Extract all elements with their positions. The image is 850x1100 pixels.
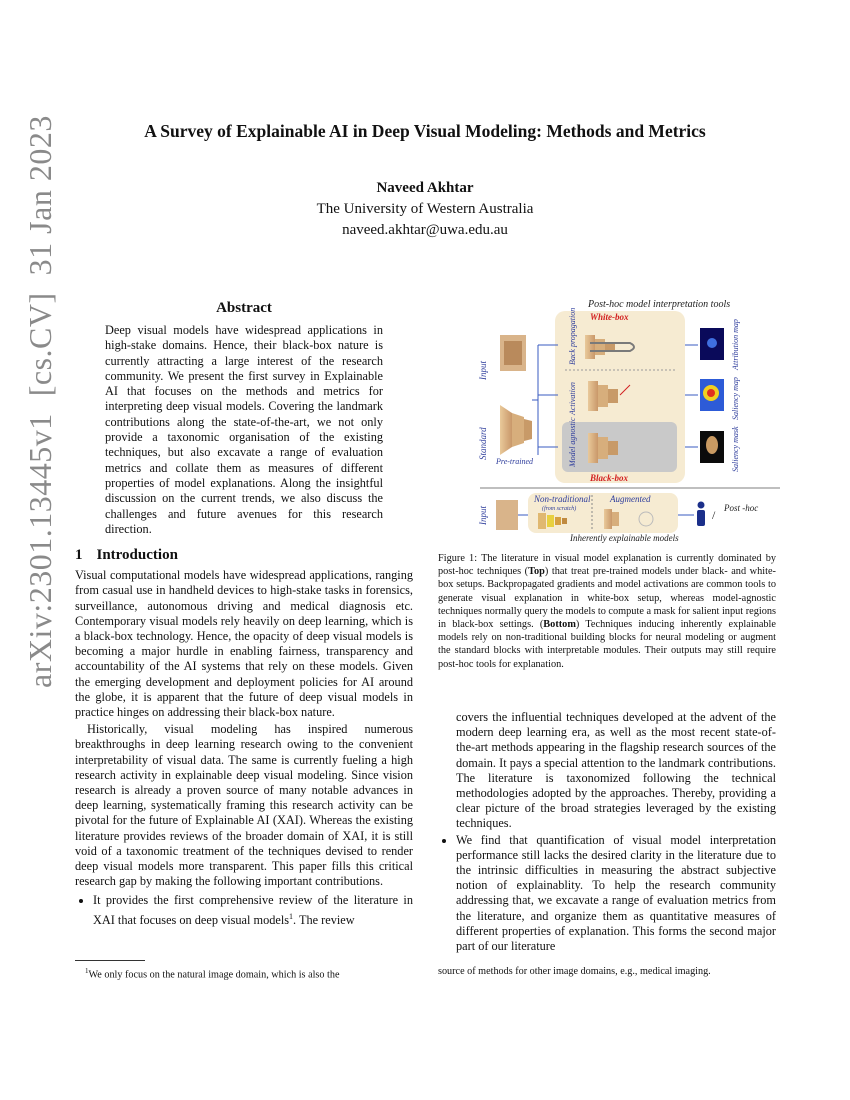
fig-top-title: Post-hoc model interpretation tools (588, 299, 731, 310)
contribution-item-1 (93, 893, 413, 928)
standard-model-icon (500, 405, 532, 455)
attribution-map-label: Attribution map (731, 319, 740, 370)
footnote-text: We only focus on the natural image domain, which is also the (88, 969, 340, 981)
contribution-item-2: • We find that quantification of visual model interpretation performance still lacks the desired clarity in the literature due to the intrinsic difficulties in measuring the abstract subjective notion of explainablity. To help the research community addressing that, we excavate a range of evaluation metrics from the literature, and organize them as quantitative measures of different properties of explanation. This forms the second major part of our literature (456, 833, 776, 955)
person-icon (697, 502, 705, 527)
caption-part-1: The literature in visual model explanation is currently dominated by post-hoc techniques ( (438, 553, 777, 578)
caption-bottom: Bottom (543, 619, 576, 631)
input-label: Input (478, 361, 488, 380)
post-hoc-label: Post -hoc (724, 503, 759, 513)
black-box-shade (562, 422, 677, 472)
footnote-number: 1 (85, 967, 89, 975)
saliency-map-peak (707, 389, 715, 397)
standard-label: Standard (478, 427, 488, 460)
author-name: Naveed Akhtar (376, 180, 474, 196)
input-image (500, 335, 526, 371)
saliency-map-label: Saliency map (731, 377, 740, 420)
contribution-1-text: It provides the first comprehensive review of the literature in XAI that focuses on deep visual models (93, 893, 413, 927)
saliency-mask-region (706, 436, 718, 454)
input-label-bottom: Input (478, 506, 488, 525)
model-agnostic-label: Model agnostic (568, 417, 577, 467)
black-box-label: Black-box (590, 473, 628, 483)
footnote-continued: source of methods for other image domains, e.g., medical imaging. (438, 966, 711, 977)
intro-paragraph-2: Historically, visual modeling has inspired numerous breakthroughs in deep learning research owing to the convenient interpretability of visual data. The same is currently fueling a high research activity in explainable deep visual modeling. Since vision research is already a proven source of many notable advances in deep learning, systematically framing this research activity can be pivotal for the future of Explainable AI (XAI). Whereas the existing literature provides reviews of the broader domain of XAI, it is still void of a taxonomic treatment of the techniques devised to render deep visual models more transparent. This paper fills this critical research gap by making the following important contributions. (75, 722, 413, 889)
caption-part-2: ) that treat pre-trained models under black- and white-box setups. Backpropagated gradients and model activations are common tools to generate visual explanation in white-box setup, whereas model-agnostic techniques normally query the models to compute a mask for salient input regions in black-box settings. ( (438, 566, 777, 631)
figure-caption (438, 552, 776, 671)
left-column (75, 300, 413, 930)
contribution-list (75, 893, 413, 928)
from-scratch-label: (from scratch) (542, 506, 577, 512)
arxiv-stamp: arXiv:2301.13445v1 [cs.CV] 31 Jan 2023 (22, 115, 58, 688)
activation-label: Activation (568, 382, 577, 415)
footnote-rule (75, 960, 145, 961)
caption-top: Top (528, 566, 545, 578)
author-block (0, 178, 850, 241)
section-title: Introduction (96, 547, 178, 564)
abstract-text: Deep visual models have widespread applications in high-stake domains. Hence, their black-box nature is currently attracting a large interest of the research community. We present the first survey in Explainable AI that focuses on the methods and metrics for interpreting deep visual models. Covering the landmark contributions along the state-of-the-art, we not only provide a taxonomic organisation of the existing techniques, but also excavate a range of evaluation metrics and collate them as measures of different properties of model explanations. Along the insightful discussion on the current trends, we also discuss the challenges and future avenues for this research direction. (105, 323, 383, 536)
figure-diagram (470, 295, 790, 543)
back-propagation-label: Back propagation (568, 307, 577, 365)
section-number: 1 (75, 547, 83, 564)
footnote-marker[interactable]: 1 (289, 911, 294, 921)
saliency-mask-label: Saliency mask (731, 426, 740, 472)
caption-part-3: ) Techniques inducing inherently explainable models rely on non-traditional building blocks for neural modeling or augment the standard blocks with interpretable modules. Their outputs may still require post-hoc tools for explanation. (438, 619, 776, 670)
author-email[interactable]: naveed.akhtar@uwa.edu.au (342, 222, 508, 238)
footnote (75, 965, 413, 981)
pre-trained-label: Pre-trained (496, 457, 534, 466)
contribution-list-continued (438, 833, 776, 955)
caption-label: Figure 1: (438, 553, 478, 564)
input-image-bottom (496, 500, 518, 530)
attribution-map-spot (707, 338, 717, 348)
contribution-1-continued: covers the influential techniques developed at the advent of the modern deep learning era, as well as the most recent state-of-the-art methods appearing in the flagship research sources of the domain. It pays a special attention to the landmark contributions. The literature is taxonomized following the technical methodologies adopted by the approaches. Thereby, providing a clear picture of the broad strategies leveraged by the existing techniques. (456, 710, 776, 831)
figure-1 (470, 295, 790, 543)
slash-separator: / (712, 508, 716, 522)
right-column (438, 710, 776, 956)
intro-paragraph-1: Visual computational models have widespread applications, ranging from casual use in handheld devices to high-stake tasks in forensics, surveillance, autonomous driving and medical diagnosis etc. Contemporary visual models rely heavily on deep learning, which is a black-box technology. Hence, the opacity of deep visual models is becoming a major hurdle in enabling fairness, transparency and accountability of the AI systems that rely on these models. Given the emerging development and deployment policies for AI around the globe, it is apparent that the future of deep visual models in practice hinges on addressing their black-box nature. (75, 568, 413, 719)
section-heading-introduction (75, 547, 413, 564)
paper-title: A Survey of Explainable AI in Deep Visual Modeling: Methods and Metrics (144, 121, 706, 141)
contribution-1-tail: . The review (293, 912, 355, 927)
fig-bottom-title: Inherently explainable models (570, 533, 679, 543)
non-traditional-label: Non-traditional (534, 494, 591, 504)
author-affiliation: The University of Western Australia (316, 201, 534, 217)
abstract-heading: Abstract (216, 300, 272, 316)
augmented-label: Augmented (610, 494, 651, 504)
white-box-label: White-box (590, 312, 629, 322)
